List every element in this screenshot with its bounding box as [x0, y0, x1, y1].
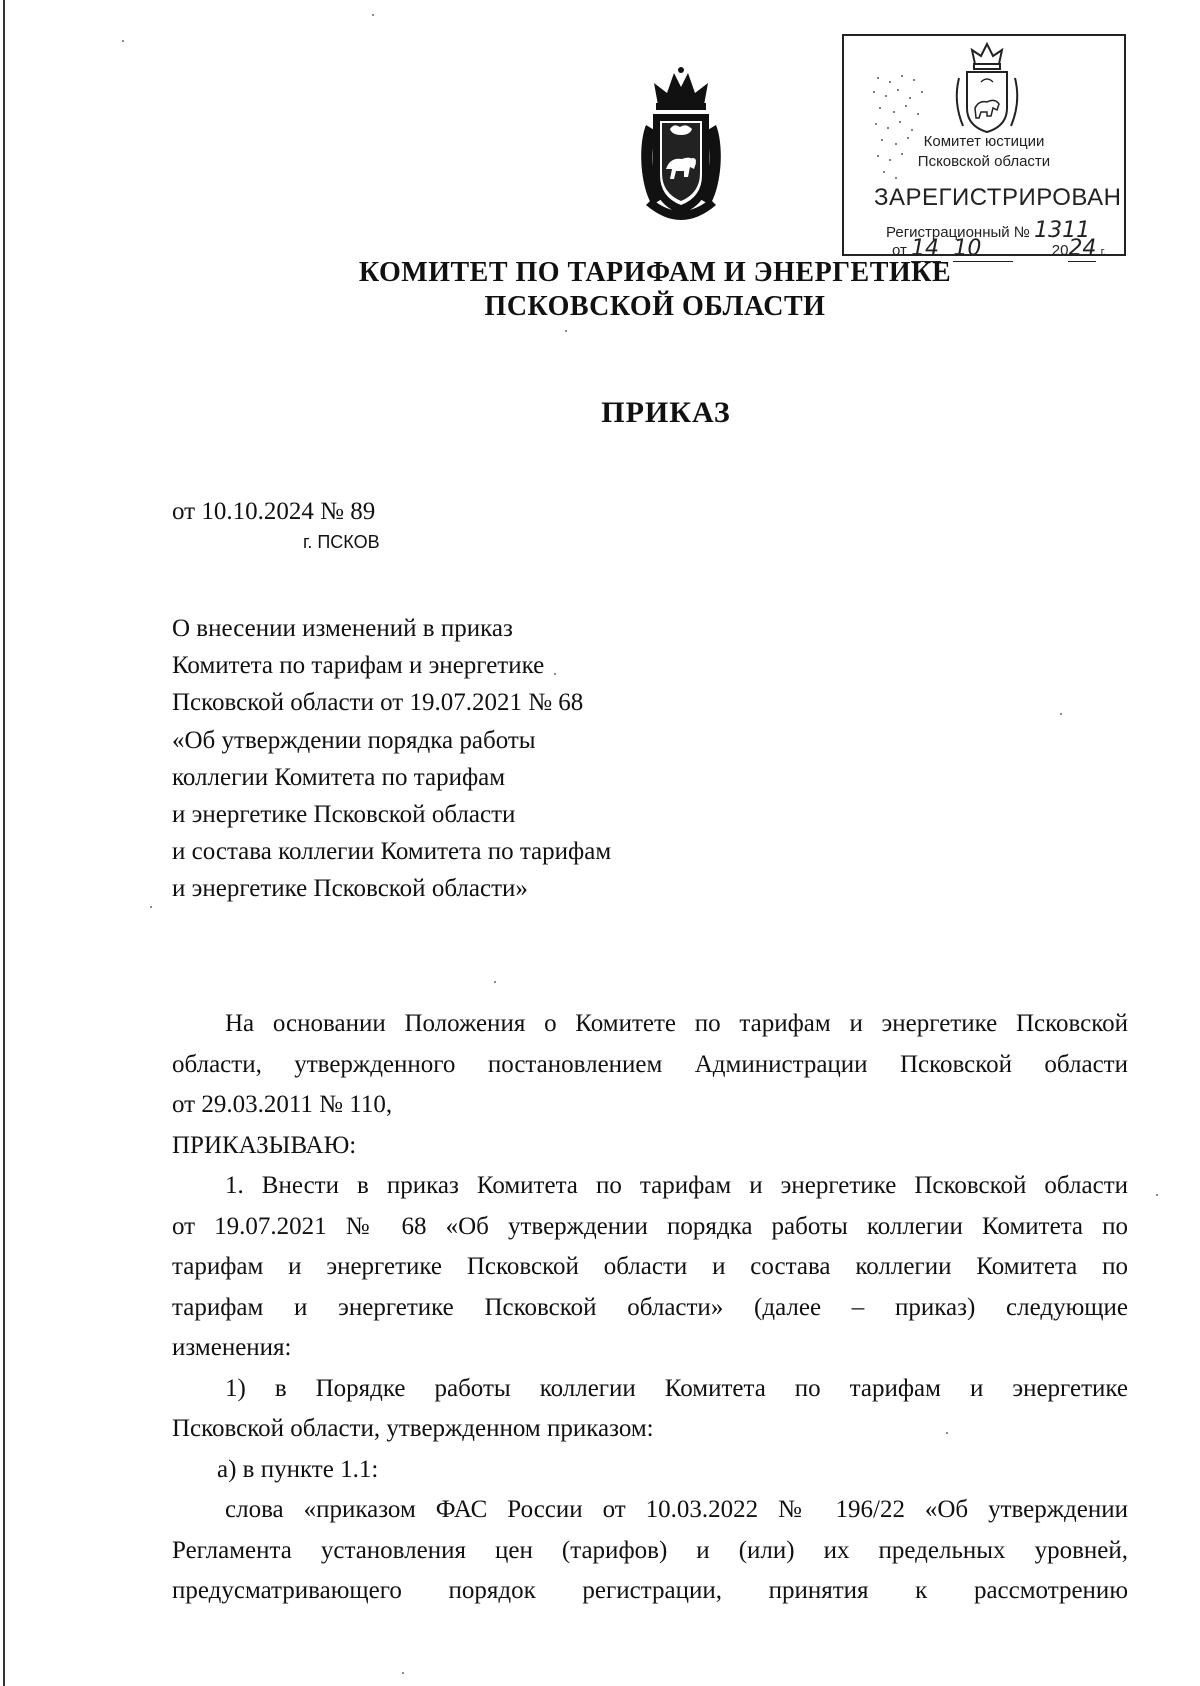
body-line: изменения:: [172, 1334, 292, 1361]
scan-speck: [372, 14, 374, 16]
order-city: г. ПСКОВ: [303, 532, 380, 552]
stamp-reg-number-value: 1311: [1034, 218, 1091, 243]
stamp-date-prefix: от: [892, 242, 907, 259]
scan-speck: [1060, 713, 1062, 715]
body-line: ПРИКАЗЫВАЮ:: [172, 1131, 357, 1159]
body-line: тарифам и энергетике Псковской области» (далее – приказ) следующие: [172, 1293, 1128, 1321]
stamp-date-year-prefix: 20: [1051, 242, 1069, 259]
body-line: от 19.07.2021 № 68 «Об утверждении порядка работы коллегии Комитета по: [172, 1212, 1128, 1240]
stamp-registered: ЗАРЕГИСТРИРОВАН: [874, 184, 1122, 211]
scan-speck: [122, 40, 124, 42]
subject-line: и энергетике Псковской области»: [172, 875, 528, 903]
body-line: тарифам и энергетике Псковской области и состава коллегии Комитета по: [172, 1253, 1128, 1280]
body-line: Псковской области, утвержденном приказом:: [172, 1415, 654, 1442]
subject-line: Псковской области от 19.07.2021 № 68: [172, 689, 584, 717]
order-date: от 10.10.2024 № 89: [172, 498, 376, 525]
scan-speck: [494, 981, 496, 983]
body-line: предусматривающего порядок регистрации, принятия к рассмотрению: [172, 1577, 1128, 1604]
body-line: На основании Положения о Комитете по тарифам и энергетике Псковской: [225, 1010, 1128, 1037]
page-edge-line: [3, 0, 5, 1686]
body-line: 1) в Порядке работы коллегии Комитета по тарифам и энергетике: [225, 1374, 1128, 1402]
coat-of-arms-icon: [632, 65, 730, 225]
committee-name-line1: КОМИТЕТ ПО ТАРИФАМ И ЭНЕРГЕТИКЕ: [358, 257, 952, 288]
subject-line: и состава коллегии Комитета по тарифам: [172, 838, 612, 866]
scan-speck: [150, 906, 152, 908]
committee-name-line2: ПСКОВСКОЙ ОБЛАСТИ: [484, 291, 826, 322]
body-line: области, утвержденного постановлением Администрации Псковской области: [172, 1050, 1128, 1078]
scan-speck: [402, 1672, 404, 1674]
scan-speck: [565, 330, 567, 332]
body-line: слова «приказом ФАС России от 10.03.2022 № 196/22 «Об утверждении: [225, 1496, 1128, 1523]
body-line: Регламента установления цен (тарифов) и (или) их предельных уровней,: [172, 1536, 1128, 1564]
stamp-date-suffix: г.: [1100, 246, 1107, 258]
order-title: ПРИКАЗ: [601, 396, 731, 429]
order-body: [172, 1004, 1128, 1612]
stamp-date-month: 10: [953, 236, 1013, 262]
stamp-date-year-hand: 24: [1068, 236, 1097, 261]
body-line: 1. Внести в приказ Комитета по тарифам и энергетике Псковской области: [225, 1172, 1128, 1199]
stamp-dots-texture: [868, 70, 928, 190]
order-subject: [172, 610, 611, 908]
scan-speck: [1156, 1194, 1158, 1196]
stamp-date-day: 14: [911, 236, 940, 261]
stamp-org-line1: Комитет юстиции: [923, 133, 1045, 150]
subject-line: «Об утверждении порядка работы: [172, 726, 536, 754]
stamp-reg-number-label: Регистрационный №: [886, 224, 1030, 241]
body-line: от 29.03.2011 № 110,: [172, 1091, 393, 1118]
subject-line: и энергетике Псковской области: [172, 801, 516, 829]
subject-line: коллегии Комитета по тарифам: [172, 763, 506, 791]
stamp-emblem-icon: [949, 42, 1025, 134]
subject-line: Комитета по тарифам и энергетике: [172, 652, 545, 680]
subject-line: О внесении изменений в приказ: [172, 615, 513, 642]
body-line: а) в пункте 1.1:: [217, 1455, 379, 1483]
registration-stamp: [842, 34, 1126, 261]
stamp-org-line2: Псковской области: [917, 153, 1051, 170]
